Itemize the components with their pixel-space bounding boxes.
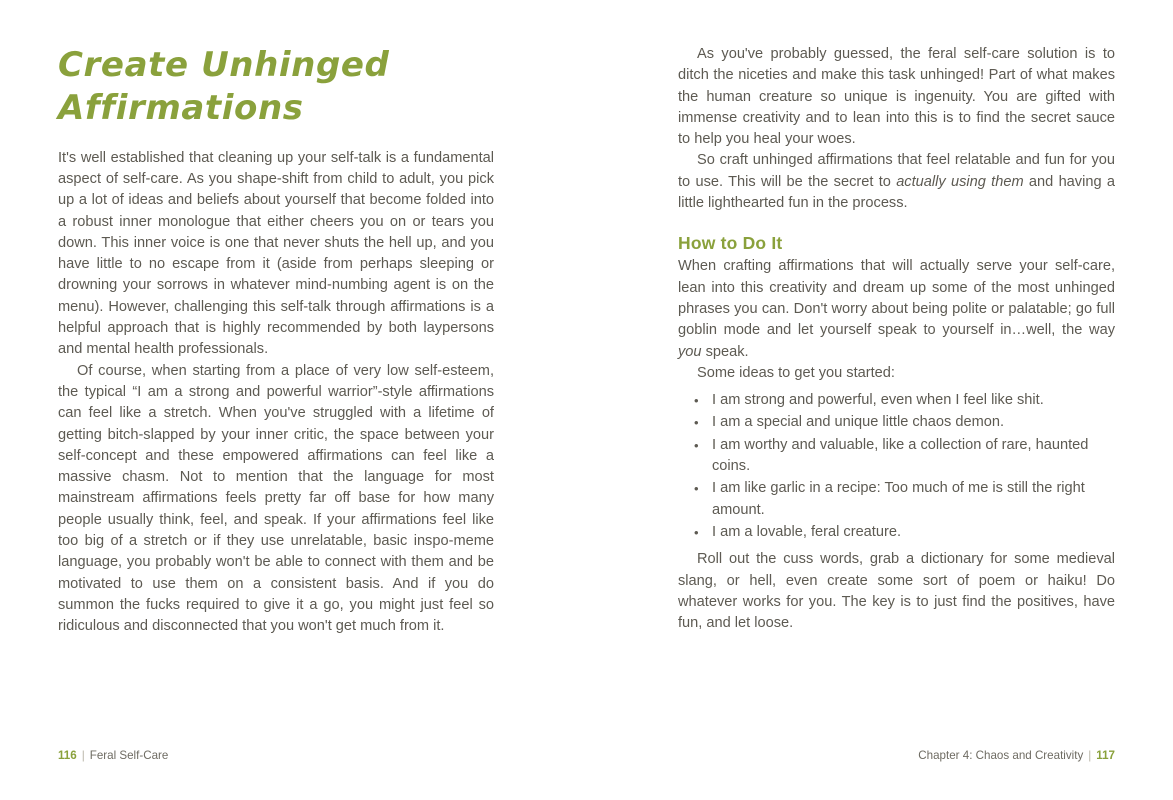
right-page <box>586 44 1173 734</box>
footer-separator-right: | <box>1088 749 1092 762</box>
right-paragraph-2-emphasis: actually using them <box>896 173 1024 190</box>
right-paragraph-2-part-b: and having a little lighthearted fun in the process. <box>678 173 1115 212</box>
right-paragraph-5: Roll out the cuss words, grab a dictionary for some medieval slang, or hell, even create some sort of poem or haiku! Do whatever works for you. The key is to just find the positives, have fun, and let loose. <box>678 551 1115 632</box>
page-title <box>58 44 494 130</box>
list-item: • I am strong and powerful, even when I feel like shit. <box>694 390 1115 411</box>
footer-separator-left: | <box>81 749 85 762</box>
right-paragraph-3-part-a: When crafting affirmations that will actually serve your self-care, lean into this creativity and dream up some of the most unhinged phrases you can. Don't worry about being polite or palatable; go full goblin mode and let yourself speak to yourself in…well, the way <box>678 258 1115 339</box>
left-page-number: 116 <box>58 749 77 762</box>
page-footer <box>0 746 1173 762</box>
right-paragraph-3 <box>678 256 1115 362</box>
affirmations-list <box>678 390 1115 543</box>
list-item: • I am a special and unique little chaos demon. <box>694 412 1115 433</box>
right-paragraph-4: Some ideas to get you started: <box>697 364 895 381</box>
list-item: • I am like garlic in a recipe: Too much of me is still the right amount. <box>694 478 1115 521</box>
right-paragraph-3-emphasis: you <box>678 343 702 360</box>
right-paragraph-2 <box>678 150 1115 214</box>
right-paragraph-3-part-b: speak. <box>701 343 749 360</box>
left-paragraph-2: Of course, when starting from a place of very low self-esteem, the typical “I am a strong and powerful warrior”-style affirmations can feel like a stretch. When you've struggled with a lifetime of getting bitch-slapped by your inner critic, the space between your self-concept and these empowered affirmations can feel like a massive chasm. Not to mention that the language for most mainstream affirmations feels pretty far off base for how many people usually think, feel, and speak. If your affirmations feel like too big of a stretch or if they use unrelatable, basic inspo-meme language, you probably won't be able to connect with them and be motivated to use them on a consistent basis. And if you do summon the fucks required to give it a go, you might just feel so ridiculous and disconnected that you won't get much from it. <box>58 362 494 635</box>
right-paragraph-1: As you've probably guessed, the feral self-care solution is to ditch the niceties and make this task unhinged! Part of what makes the human creature so unique is ingenuity. You are gifted with immense creativity and to lean into this is to find the secret sauce to help you heal your woes. <box>678 46 1115 148</box>
section-subhead: How to Do It <box>678 233 783 254</box>
right-paragraph-2-part-a: So craft unhinged affirmations that feel relatable and fun for you to use. This will be the secret to <box>678 152 1115 190</box>
chapter-title-footer: Chapter 4: Chaos and Creativity <box>918 749 1084 762</box>
left-paragraph-1: It's well established that cleaning up your self-talk is a fundamental aspect of self-care. As you shape-shift from child to adult, you pick up a lot of ideas and beliefs about yourself that become folded into a robust inner monologue that either cheers you on or tears you down. This inner voice is one that never shuts the hell up, and you have little to no escape from it (aside from perhaps sleeping or drowning your sorrows in whatever mind-numbing agent is on the menu). However, challenging this self-talk through affirmations is a helpful approach that is highly recommended by both laypersons and mental health professionals. <box>58 149 494 358</box>
list-item: • I am a lovable, feral creature. <box>694 522 1115 543</box>
right-page-number: 117 <box>1096 749 1115 762</box>
footer-left <box>58 749 168 762</box>
footer-right <box>918 749 1115 762</box>
spread-columns <box>0 44 1173 734</box>
page-title-line-1: Create Unhinged <box>58 45 390 85</box>
left-page <box>0 44 586 734</box>
page-title-line-2: Affirmations <box>58 87 304 128</box>
book-title-footer: Feral Self-Care <box>89 749 169 762</box>
list-item: • I am worthy and valuable, like a collection of rare, haunted coins. <box>694 435 1115 478</box>
